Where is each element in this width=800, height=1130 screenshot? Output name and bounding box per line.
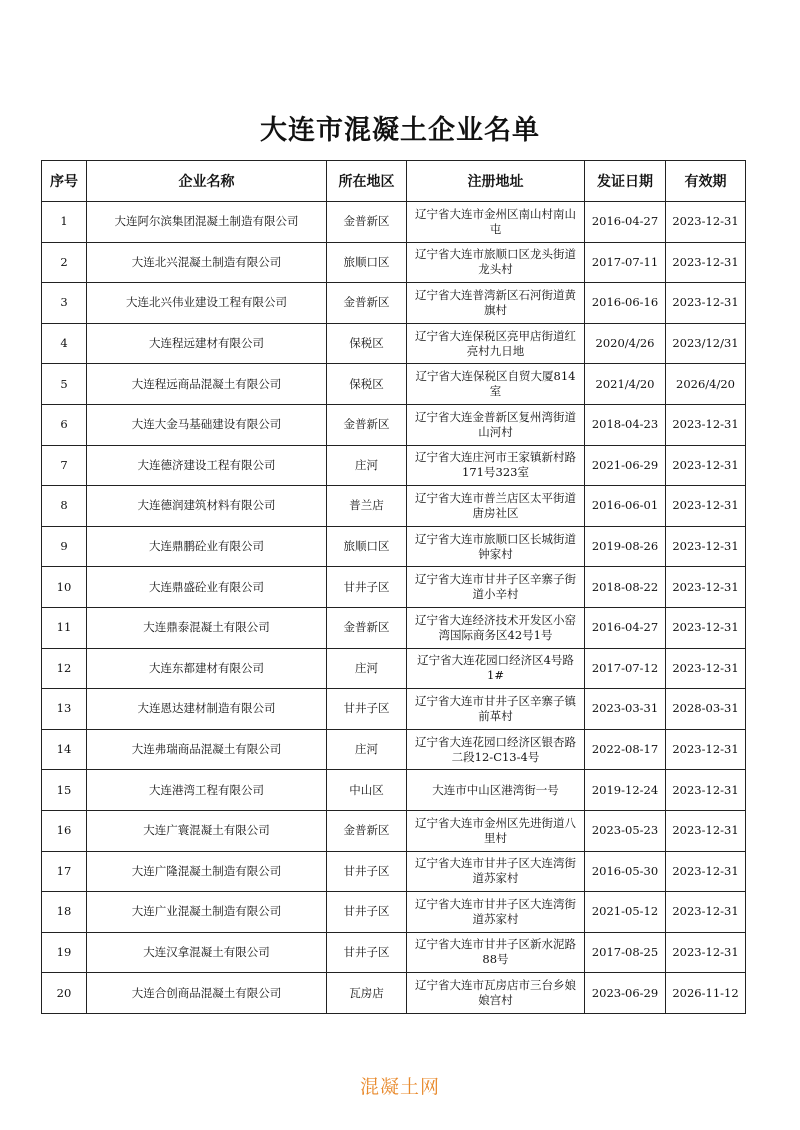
- issue-date-cell: 2020/4/26: [585, 323, 666, 364]
- company-name-cell: 大连鼎盛砼业有限公司: [87, 567, 327, 608]
- table-row: [42, 404, 746, 445]
- table-body: [42, 202, 746, 1014]
- registered-address-cell: 辽宁省大连市旅顺口区龙头街道龙头村: [407, 242, 585, 283]
- district-cell: 金普新区: [327, 404, 407, 445]
- issue-date-cell: 2016-06-16: [585, 283, 666, 324]
- issue-date-cell: 2016-06-01: [585, 486, 666, 527]
- issue-date-cell: 2023-06-29: [585, 973, 666, 1014]
- valid-until-cell: 2023-12-31: [666, 851, 746, 892]
- valid-until-cell: 2023-12-31: [666, 404, 746, 445]
- table-row: [42, 526, 746, 567]
- valid-until-cell: 2023-12-31: [666, 607, 746, 648]
- registered-address-cell: 辽宁省大连市甘井子区辛寨子镇前革村: [407, 689, 585, 730]
- valid-until-cell: 2023-12-31: [666, 810, 746, 851]
- header-registered-address: 注册地址: [407, 161, 585, 202]
- table-row: [42, 242, 746, 283]
- registered-address-cell: 辽宁省大连经济技术开发区小窑湾国际商务区42号1号: [407, 607, 585, 648]
- district-cell: 保税区: [327, 323, 407, 364]
- registered-address-cell: 辽宁省大连市旅顺口区长城街道钟家村: [407, 526, 585, 567]
- registered-address-cell: 辽宁省大连市普兰店区太平街道唐房社区: [407, 486, 585, 527]
- valid-until-cell: 2023-12-31: [666, 648, 746, 689]
- valid-until-cell: 2023-12-31: [666, 445, 746, 486]
- district-cell: 甘井子区: [327, 851, 407, 892]
- enterprise-table: [41, 160, 746, 1014]
- issue-date-cell: 2017-07-12: [585, 648, 666, 689]
- header-company-name: 企业名称: [87, 161, 327, 202]
- table-row: [42, 729, 746, 770]
- serial-number-cell: 17: [42, 851, 87, 892]
- registered-address-cell: 辽宁省大连市甘井子区大连湾街道苏家村: [407, 851, 585, 892]
- table-row: [42, 567, 746, 608]
- serial-number-cell: 3: [42, 283, 87, 324]
- registered-address-cell: 辽宁省大连市瓦房店市三台乡娘娘宫村: [407, 973, 585, 1014]
- serial-number-cell: 4: [42, 323, 87, 364]
- company-name-cell: 大连程远建材有限公司: [87, 323, 327, 364]
- registered-address-cell: 辽宁省大连市甘井子区新水泥路88号: [407, 932, 585, 973]
- company-name-cell: 大连东都建材有限公司: [87, 648, 327, 689]
- serial-number-cell: 1: [42, 202, 87, 243]
- table-row: [42, 770, 746, 811]
- table-row: [42, 486, 746, 527]
- issue-date-cell: 2017-07-11: [585, 242, 666, 283]
- issue-date-cell: 2018-04-23: [585, 404, 666, 445]
- company-name-cell: 大连程远商品混凝土有限公司: [87, 364, 327, 405]
- header-serial-number: 序号: [42, 161, 87, 202]
- header-issue-date: 发证日期: [585, 161, 666, 202]
- valid-until-cell: 2026/4/20: [666, 364, 746, 405]
- issue-date-cell: 2021-05-12: [585, 892, 666, 933]
- page-title: 大连市混凝土企业名单: [260, 115, 540, 146]
- company-name-cell: 大连大金马基础建设有限公司: [87, 404, 327, 445]
- issue-date-cell: 2023-03-31: [585, 689, 666, 730]
- site-watermark: 混凝土网: [359, 1076, 440, 1098]
- district-cell: 旅顺口区: [327, 526, 407, 567]
- issue-date-cell: 2017-08-25: [585, 932, 666, 973]
- registered-address-cell: 辽宁省大连市金州区南山村南山屯: [407, 202, 585, 243]
- serial-number-cell: 2: [42, 242, 87, 283]
- serial-number-cell: 9: [42, 526, 87, 567]
- issue-date-cell: 2016-05-30: [585, 851, 666, 892]
- registered-address-cell: 辽宁省大连花园口经济区银杏路二段12-C13-4号: [407, 729, 585, 770]
- serial-number-cell: 15: [42, 770, 87, 811]
- serial-number-cell: 8: [42, 486, 87, 527]
- issue-date-cell: 2019-12-24: [585, 770, 666, 811]
- company-name-cell: 大连阿尔滨集团混凝土制造有限公司: [87, 202, 327, 243]
- district-cell: 甘井子区: [327, 567, 407, 608]
- district-cell: 金普新区: [327, 202, 407, 243]
- company-name-cell: 大连广业混凝土制造有限公司: [87, 892, 327, 933]
- registered-address-cell: 大连市中山区港湾街一号: [407, 770, 585, 811]
- table-row: [42, 932, 746, 973]
- registered-address-cell: 辽宁省大连花园口经济区4号路1#: [407, 648, 585, 689]
- company-name-cell: 大连北兴伟业建设工程有限公司: [87, 283, 327, 324]
- district-cell: 甘井子区: [327, 689, 407, 730]
- table-row: [42, 445, 746, 486]
- company-name-cell: 大连合创商品混凝土有限公司: [87, 973, 327, 1014]
- serial-number-cell: 6: [42, 404, 87, 445]
- company-name-cell: 大连汉拿混凝土有限公司: [87, 932, 327, 973]
- issue-date-cell: 2023-05-23: [585, 810, 666, 851]
- valid-until-cell: 2023-12-31: [666, 729, 746, 770]
- serial-number-cell: 5: [42, 364, 87, 405]
- header-district: 所在地区: [327, 161, 407, 202]
- company-name-cell: 大连鼎鹏砼业有限公司: [87, 526, 327, 567]
- valid-until-cell: 2023/12/31: [666, 323, 746, 364]
- company-name-cell: 大连广寰混凝土有限公司: [87, 810, 327, 851]
- table-row: [42, 892, 746, 933]
- table-row: [42, 202, 746, 243]
- company-name-cell: 大连德润建筑材料有限公司: [87, 486, 327, 527]
- serial-number-cell: 18: [42, 892, 87, 933]
- company-name-cell: 大连德济建设工程有限公司: [87, 445, 327, 486]
- table-row: [42, 810, 746, 851]
- district-cell: 金普新区: [327, 810, 407, 851]
- table-row: [42, 364, 746, 405]
- valid-until-cell: 2028-03-31: [666, 689, 746, 730]
- serial-number-cell: 7: [42, 445, 87, 486]
- serial-number-cell: 11: [42, 607, 87, 648]
- district-cell: 金普新区: [327, 283, 407, 324]
- district-cell: 金普新区: [327, 607, 407, 648]
- district-cell: 庄河: [327, 648, 407, 689]
- valid-until-cell: 2023-12-31: [666, 770, 746, 811]
- district-cell: 甘井子区: [327, 932, 407, 973]
- valid-until-cell: 2023-12-31: [666, 932, 746, 973]
- issue-date-cell: 2016-04-27: [585, 202, 666, 243]
- serial-number-cell: 19: [42, 932, 87, 973]
- issue-date-cell: 2016-04-27: [585, 607, 666, 648]
- district-cell: 普兰店: [327, 486, 407, 527]
- district-cell: 中山区: [327, 770, 407, 811]
- table-row: [42, 648, 746, 689]
- registered-address-cell: 辽宁省大连保税区自贸大厦814室: [407, 364, 585, 405]
- table-row: [42, 689, 746, 730]
- district-cell: 旅顺口区: [327, 242, 407, 283]
- registered-address-cell: 辽宁省大连市甘井子区辛寨子街道小辛村: [407, 567, 585, 608]
- table-row: [42, 973, 746, 1014]
- valid-until-cell: 2023-12-31: [666, 526, 746, 567]
- registered-address-cell: 辽宁省大连市甘井子区大连湾街道苏家村: [407, 892, 585, 933]
- company-name-cell: 大连鼎泰混凝土有限公司: [87, 607, 327, 648]
- company-name-cell: 大连广隆混凝土制造有限公司: [87, 851, 327, 892]
- issue-date-cell: 2018-08-22: [585, 567, 666, 608]
- company-name-cell: 大连港湾工程有限公司: [87, 770, 327, 811]
- valid-until-cell: 2023-12-31: [666, 202, 746, 243]
- table-header-row: [42, 161, 746, 202]
- registered-address-cell: 辽宁省大连金普新区复州湾街道山河村: [407, 404, 585, 445]
- serial-number-cell: 13: [42, 689, 87, 730]
- valid-until-cell: 2023-12-31: [666, 283, 746, 324]
- serial-number-cell: 10: [42, 567, 87, 608]
- serial-number-cell: 20: [42, 973, 87, 1014]
- district-cell: 保税区: [327, 364, 407, 405]
- serial-number-cell: 14: [42, 729, 87, 770]
- table-row: [42, 851, 746, 892]
- issue-date-cell: 2021/4/20: [585, 364, 666, 405]
- table-row: [42, 283, 746, 324]
- valid-until-cell: 2023-12-31: [666, 892, 746, 933]
- serial-number-cell: 16: [42, 810, 87, 851]
- valid-until-cell: 2023-12-31: [666, 567, 746, 608]
- table-row: [42, 323, 746, 364]
- district-cell: 庄河: [327, 445, 407, 486]
- registered-address-cell: 辽宁省大连庄河市王家镇新村路171号323室: [407, 445, 585, 486]
- company-name-cell: 大连北兴混凝土制造有限公司: [87, 242, 327, 283]
- registered-address-cell: 辽宁省大连普湾新区石河街道黄旗村: [407, 283, 585, 324]
- issue-date-cell: 2022-08-17: [585, 729, 666, 770]
- company-name-cell: 大连弗瑞商品混凝土有限公司: [87, 729, 327, 770]
- issue-date-cell: 2021-06-29: [585, 445, 666, 486]
- district-cell: 瓦房店: [327, 973, 407, 1014]
- valid-until-cell: 2026-11-12: [666, 973, 746, 1014]
- valid-until-cell: 2023-12-31: [666, 486, 746, 527]
- company-name-cell: 大连恩达建材制造有限公司: [87, 689, 327, 730]
- district-cell: 庄河: [327, 729, 407, 770]
- registered-address-cell: 辽宁省大连市金州区先进街道八里村: [407, 810, 585, 851]
- serial-number-cell: 12: [42, 648, 87, 689]
- registered-address-cell: 辽宁省大连保税区亮甲店街道红亮村九日地: [407, 323, 585, 364]
- table-row: [42, 607, 746, 648]
- valid-until-cell: 2023-12-31: [666, 242, 746, 283]
- header-valid-until: 有效期: [666, 161, 746, 202]
- issue-date-cell: 2019-08-26: [585, 526, 666, 567]
- district-cell: 甘井子区: [327, 892, 407, 933]
